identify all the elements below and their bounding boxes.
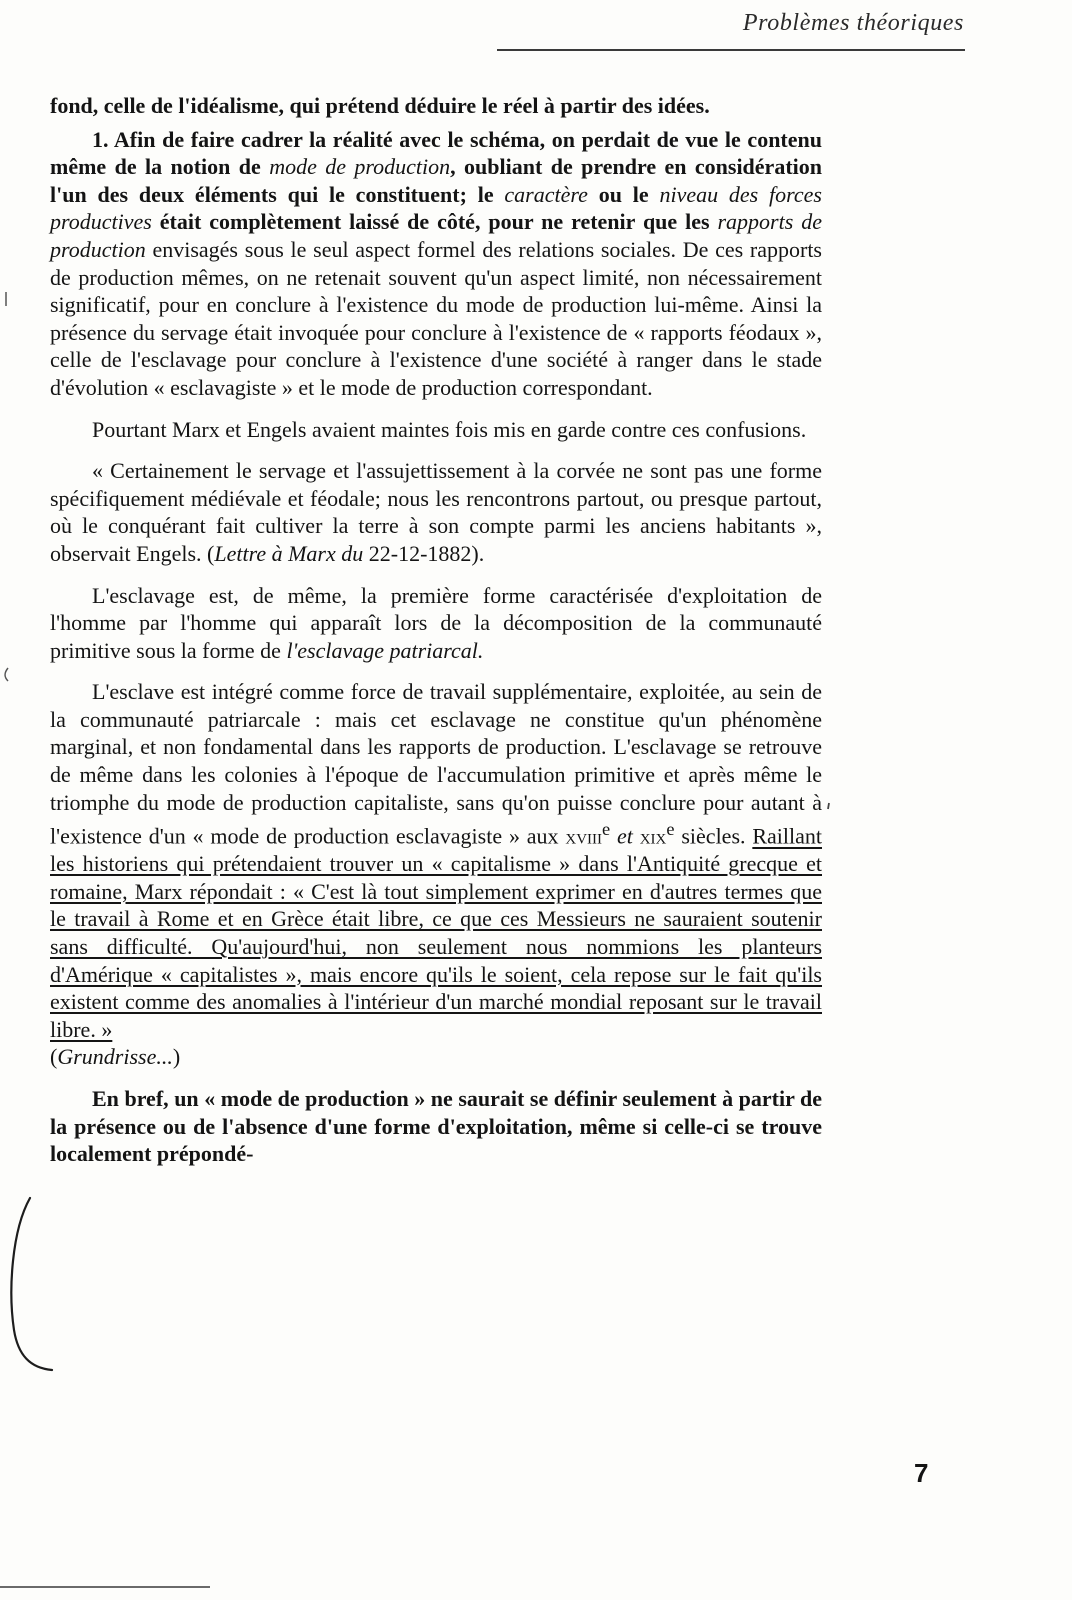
quote-engels <box>50 457 822 567</box>
italic-citation: Lettre à Marx du <box>214 540 364 566</box>
paragraph-text: 1. Afin de faire cadrer la réalité avec le schéma, on perdait de vue le contenu même de la notion de <box>50 126 822 180</box>
paragraph <box>50 1085 822 1168</box>
italic-term: caractère <box>504 181 588 207</box>
handwritten-margin-bracket <box>0 1190 60 1390</box>
paragraph-text: En bref, un « mode de production » ne saurait se définir seulement à partir de la présence ou de l'absence d'une forme d'exploitation, même si celle-ci se trouve localement prépondé- <box>50 1085 822 1167</box>
main-text <box>50 92 822 1168</box>
paragraph-text: , oubliant de prendre en considération l'un des deux éléments qui le constituent; le <box>50 154 822 207</box>
underlined-passage: Raillant les historiens qui prétendaient trouver un « capitalisme » dans l'Antiquité grecque et romaine, Marx répondait : « C'est là tout simplement exprimer en d'autres termes que le travail à Rome et en Grèce était libre, ce que ces Messieurs ne sauraient soutenir sans difficulté. Qu'aujourd'hui, non seulement nous nommions les planteurs d'Amérique « capitalistes », mais encore qu'ils le soient, cela repose sur le fait qu'ils existent comme des anomalies à l'intérieur d'un marché mondial reposant sur le travail libre. » <box>50 823 822 1042</box>
paragraph-text: siècles. <box>674 823 753 849</box>
paragraph <box>50 582 822 665</box>
roman-numeral: xviii <box>565 823 603 849</box>
scan-mark <box>0 665 14 685</box>
italic-term: l'esclavage patriarcal. <box>286 637 484 663</box>
paragraph-text: Pourtant Marx et Engels avaient maintes fois mis en garde contre ces confusions. <box>92 416 807 442</box>
paragraph-text: était complètement laissé de côté, pour ne retenir que les <box>151 209 718 235</box>
ordinal-suffix: e <box>602 819 611 840</box>
paragraph-text: L'esclave est intégré comme force de travail supplémentaire, exploitée, au sein de la communauté patriarcale : mais cet esclavage ne constitue qu'un phénomène marginal, et non fondamental dans les rapports de production. L'esclavage se retrouve de même dans les colonies à l'époque de l'accumulation primitive et après même le triomphe du mode de production capitaliste, sans qu'on puisse conclure pour autant à l'existence d'un « mode de production esclavagiste » aux <box>50 679 822 849</box>
paragraph-text: ( <box>50 1044 58 1070</box>
roman-numeral: xix <box>639 823 667 849</box>
italic-term: mode de production <box>269 154 451 180</box>
paragraph-marx-quote <box>50 678 822 1071</box>
italic-term: rapports de production <box>50 209 822 262</box>
italic-conjunction: et <box>610 823 640 849</box>
paragraph-text: ou le <box>587 181 660 207</box>
paragraph-continuation <box>50 92 822 120</box>
paragraph-text: fond, celle de l'idéalisme, qui prétend déduire le réel à partir des idées. <box>50 93 710 118</box>
paragraph <box>50 416 822 444</box>
scan-edge-rule <box>0 1586 210 1588</box>
page-number: 7 <box>914 1458 929 1488</box>
ordinal-suffix: e <box>666 819 675 840</box>
paragraph-section-1 <box>50 126 822 402</box>
italic-citation: Grundrisse... <box>57 1044 173 1070</box>
paragraph-text: « Certainement le servage et l'assujettissement à la corvée ne sont pas une forme spécifiquement médiévale et féodale; nous les rencontrons partout, ou presque partout, où le conquérant fait cultiver la terre à son compte parmi les anciens habitants », observait Engels. ( <box>50 458 822 566</box>
paragraph-text: L'esclavage est, de même, la première forme caractérisée d'exploitation de l'homme par l'homme qui apparaît lors de la décomposition de la communauté primitive sous la forme de <box>50 582 822 663</box>
paragraph-text: envisagés sous le seul aspect formel des relations sociales. De ces rapports de production mêmes, on ne retenait souvent qu'un aspect limité, non nécessairement significatif, pour en conclure à l'existence du mode de production lui-même. Ainsi la présence du servage était invoquée pour conclure à l'existence de « rapports féodaux », celle de l'esclavage pour conclure à l'existence d'une société à ranger dans le stade d'évolution « esclavagiste » et le mode de production correspondant. <box>50 236 822 400</box>
scan-mark <box>822 800 836 820</box>
paragraph-text: ) <box>172 1044 181 1070</box>
scan-mark <box>0 290 14 310</box>
paragraph-text: 22-12-1882). <box>363 540 485 566</box>
italic-term: niveau des forces productives <box>50 181 822 235</box>
header-rule <box>497 49 965 51</box>
handwritten-bracket-stroke <box>11 1198 52 1370</box>
running-head: Problèmes théoriques <box>742 10 964 36</box>
